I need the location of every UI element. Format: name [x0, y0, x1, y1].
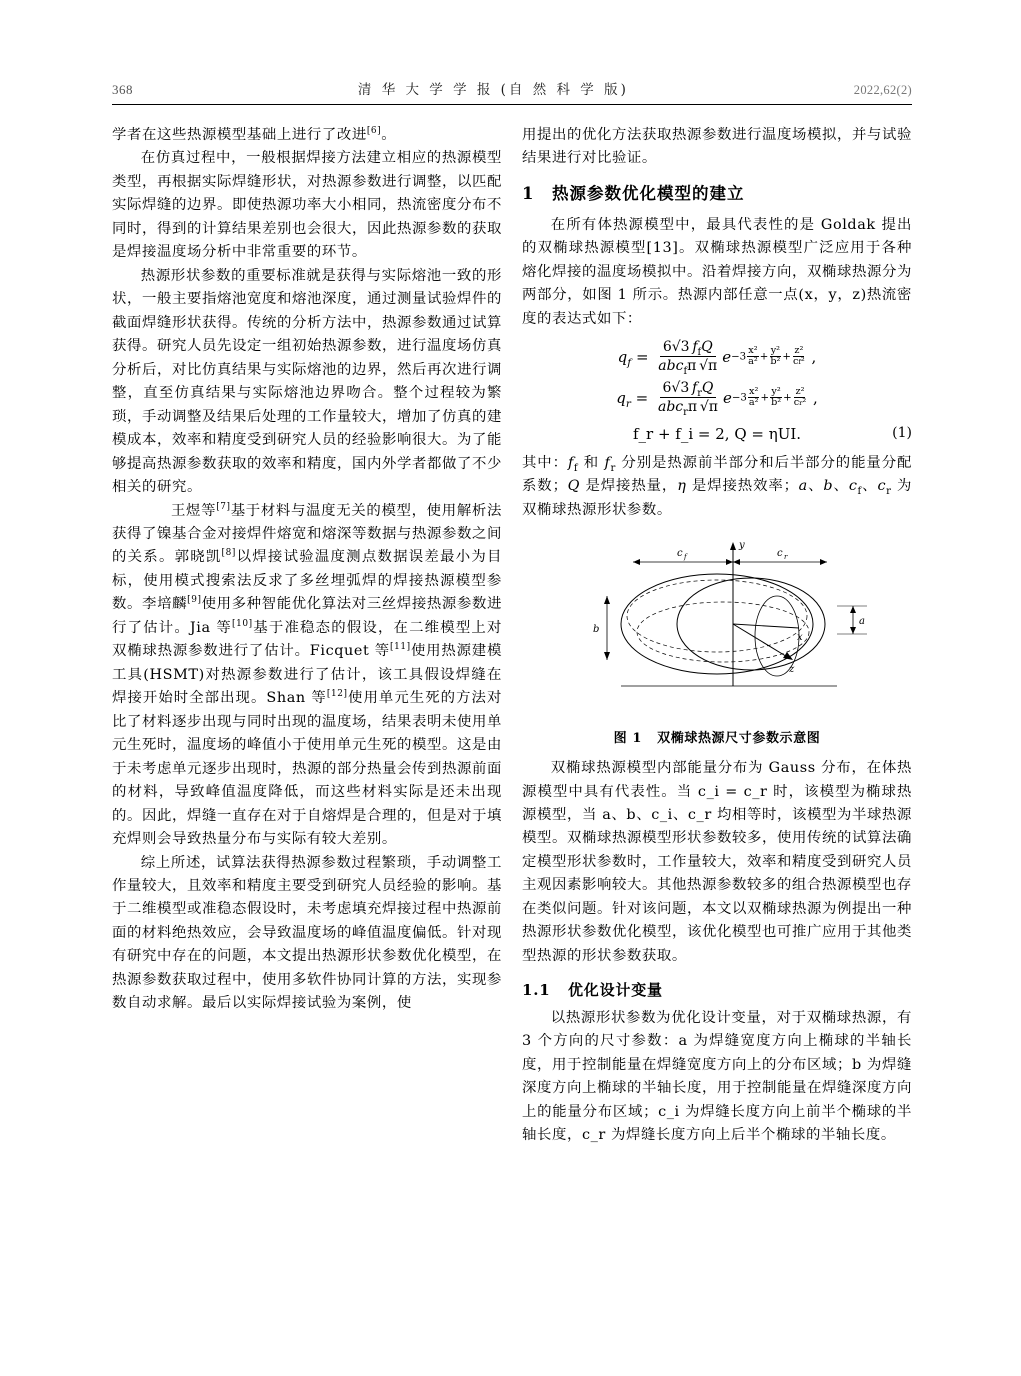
paragraph: 在所有体热源模型中，最具代表性的是 Goldak 提出的双椭球热源模型[13]。双椭球热源模型广泛应用于各种熔化焊接的温度场模拟中。沿着焊接方向，双椭球热源分为两部分，如图 1 所示。热源内部任意一点(x，y，z)热流密度的表达式如下： — [522, 216, 912, 327]
paragraph: 热源形状参数的重要标准就是获得与实际熔池一致的形状，一般主要指熔池宽度和熔池深度，通过测量试验焊件的截面焊缝形状获得。传统的分析方法中，热源参数通过试算获得。研究人员先设定一组初始热源参数，进行温度场仿真分析后，对比仿真结果与实际熔池的边界，然后再次进行调整，直至仿真结果与实际熔池边界吻合。整个过程较为繁琐，手动调整及结果后处理的工作量较大，增加了仿真的建模成本，效率和精度受到研究人员的经验影响很大。为了能够提高热源参数获取的效率和精度，国内外学者都做了不少相关的研究。 — [112, 267, 502, 496]
header-issue: 2022,62(2) — [853, 83, 912, 97]
equation-number: (1) — [892, 425, 912, 442]
paragraph: 综上所述，试算法获得热源参数过程繁琐，手动调整工作量较大，且效率和精度主要受到研究人员经验的影响。基于二维模型或准稳态假设时，未考虑填充焊接过程中热源前面的材料绝热效应，会导致温度场的峰值温度偏低。针对现有研究中存在的问题，本文提出热源形状参数优化模型，在热源参数获取过程中，使用多软件协同计算的方法，实现参数自动求解。最后以实际焊接试验为案例，使 — [112, 854, 502, 1012]
citation-ref: [10] — [232, 619, 253, 630]
paragraph: 王煜等[7]基于材料与温度无关的模型，使用解析法获得了镍基合金对接焊件熔宽和熔深等数据与热源参数之间的关系。郭晓凯[8]以焊接试验温度测点数据误差最小为目标，使用模式搜索法反求了多丝埋弧焊的焊接热源模型参数。李培麟[9]使用多种智能优化算法对三丝焊接热源参数进行了估计。Jia 等[10]基于准稳态的假设，在二维模型上对双椭球热源参数进行了估计。Ficquet 等[11]使用热源建模工具(HSMT)对热源参数进行了估计，该工具假设焊缝在焊接开始时全部出现。Shan 等[12]使用单元生死的方法对比了材料逐步出现与同时出现的温度场，结果表明未使用单元生死时，温度场的峰值小于使用单元生死的模型。这是由于未考虑单元逐步出现时，热源的部分热量会传到热源前面的材料，导致峰值温度降低，而这些材料实际是还未出现的。因此，焊缝一直存在对于自熔焊是合理的，但是对于填充焊则会导致热量分布与实际有较大差别。 — [112, 501, 503, 848]
section-heading-1 — [522, 181, 912, 208]
citation-ref: [8] — [221, 548, 236, 559]
svg-text:c: c — [777, 548, 783, 560]
section-number: 1 — [522, 183, 535, 203]
section-number: 1.1 — [522, 981, 551, 1000]
svg-text:c: c — [677, 548, 683, 560]
citation-ref: [11] — [390, 642, 411, 653]
right-column — [522, 124, 912, 1148]
section-title: 优化设计变量 — [568, 981, 663, 1000]
citation-ref: [12] — [326, 689, 348, 700]
figure-caption-text: 双椭球热源尺寸参数示意图 — [657, 730, 821, 746]
figure-1 — [522, 536, 912, 749]
paragraph: 学者在这些热源模型基础上进行了改进[6]。 — [112, 126, 397, 143]
svg-text:y: y — [739, 540, 745, 552]
svg-text:a: a — [859, 616, 865, 628]
paragraph: 用提出的优化方法获取热源参数进行温度场模拟，并与试验结果进行对比验证。 — [522, 127, 912, 167]
equation-qr: $q_r$ = $\frac{6√3 f_rQ}{abc_r\pi √\pi}$ e −3 $\frac{\text{x²}}{\text{a²}}$ + $\frac{\text{y²}}{\text{b²}}$ + $\frac{\text{z²}}{\text{cr²}}$ , — [616, 380, 818, 419]
header-journal-title: 清 华 大 学 学 报 (自 然 科 学 版) — [357, 82, 629, 98]
paragraph: 在仿真过程中，一般根据焊接方法建立相应的热源模型类型，再根据实际焊缝形状，对热源参数进行调整，以匹配实际焊缝的边界。即使热源功率大小相同，热流密度分布不同时，得到的计算结果差别也会很大，因此热源参数的获取是焊接温度场分析中非常重要的环节。 — [112, 150, 502, 261]
figure-caption — [522, 728, 912, 749]
section-title: 热源参数优化模型的建立 — [552, 183, 745, 203]
svg-text:b: b — [593, 624, 600, 636]
citation-ref: [9] — [187, 595, 202, 606]
citation-ref: [7] — [216, 501, 231, 512]
left-column — [112, 124, 502, 1016]
equation-qf: $q_f$ = $\frac{6√3 f_fQ}{abc_f\pi √\pi}$ e −3 $\frac{\text{x²}}{\text{a²}}$ + $\frac{\text{y²}}{\text{b²}}$ + $\frac{\text{z²}}{\text{cf²}}$ , — [617, 339, 817, 378]
svg-text:x: x — [797, 632, 803, 644]
section-heading-1-1 — [522, 978, 912, 1002]
paragraph: 以热源形状参数为优化设计变量，对于双椭球热源，有 3 个方向的尺寸参数：a 为焊缝宽度方向上椭球的半轴长度，用于控制能量在焊缝宽度方向上的分布区域；b 为焊缝深度方向上椭球的半轴长度，用于控制能量在焊缝深度方向上的能量分布区域；c_i 为焊缝长度方向上前半个椭球的半轴长度，c_r 为焊缝长度方向上后半个椭球的半轴长度。 — [522, 1009, 912, 1144]
citation-ref: [6] — [366, 126, 382, 137]
header-divider — [112, 104, 912, 105]
svg-text:f: f — [684, 553, 687, 562]
svg-text:z: z — [789, 664, 795, 676]
paragraph: 其中：$f_f$ 和 $f_r$ 分别是热源前半部分和后半部分的能量分配系数；Q 是焊接热量，η 是焊接热效率；a、b、$c_f$、$c_r$ 为双椭球热源形状参数。 — [522, 454, 912, 518]
equation-line-3: f_r + f_i = 2, Q = ηUI. — [632, 424, 802, 443]
equation-group — [522, 339, 912, 446]
page-header — [112, 78, 912, 102]
svg-text:r: r — [784, 553, 788, 562]
double-ellipsoid-diagram — [537, 536, 897, 711]
figure-caption-number: 图 1 — [613, 730, 643, 746]
header-page-number: 368 — [112, 82, 133, 97]
equation-constraints — [522, 422, 912, 446]
paragraph: 双椭球热源模型内部能量分布为 Gauss 分布，在体热源模型中具有代表性。当 c_i = c_r 时，该模型为椭球热源模型，当 a、b、c_i、c_r 均相等时，该模型为半球热源模型。双椭球热源模型形状参数较多，使用传统的试算法确定模型形状参数时，工作量较大，效率和精度受到研究人员主观因素影响较大。其他热源参数较多的组合热源模型也存在类似问题。针对该问题，本文以双椭球热源为例提出一种热源形状参数优化模型，该优化模型也可推广应用于其他类型热源的形状参数获取。 — [522, 760, 912, 964]
